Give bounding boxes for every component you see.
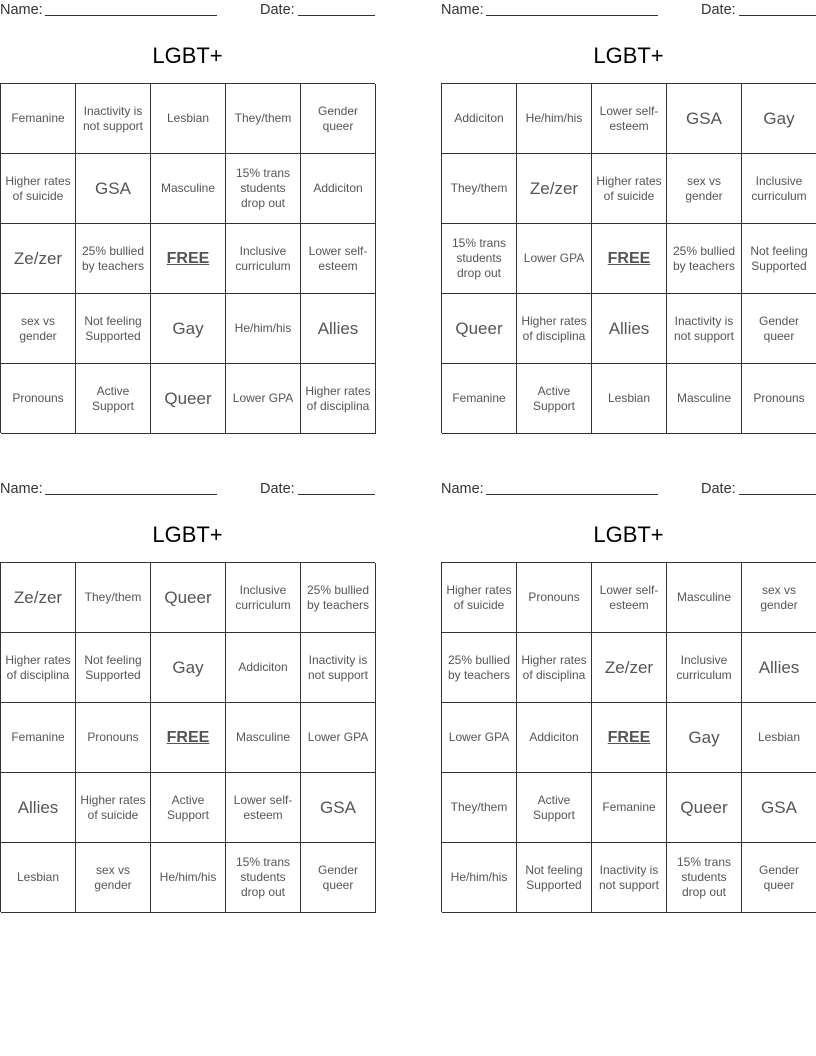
bingo-cell-label: Active Support (532, 383, 576, 413)
bingo-cell[interactable] (301, 224, 376, 294)
bingo-cell-label: FREE (607, 729, 651, 746)
bingo-cell[interactable] (517, 154, 592, 224)
name-label: Name: (441, 481, 484, 497)
bingo-cell-label: Queer (164, 587, 212, 607)
bingo-cell[interactable] (76, 224, 151, 294)
bingo-cell-label: Femanine (452, 391, 506, 405)
bingo-cell-label: Lower self-esteem (308, 243, 368, 273)
bingo-cell[interactable] (517, 703, 592, 773)
bingo-cell-label: Lesbian (16, 870, 60, 884)
bingo-cell[interactable] (226, 773, 301, 843)
bingo-cell-label: sex vs gender (760, 582, 798, 612)
bingo-cell-label: Lower self-esteem (599, 582, 659, 612)
bingo-cell[interactable] (301, 294, 376, 364)
bingo-cell[interactable] (151, 294, 226, 364)
bingo-cell-label: Inactivity is not support (673, 313, 735, 343)
bingo-grid (441, 83, 816, 433)
bingo-cell-label: 25% bullied by teachers (447, 652, 511, 682)
bingo-cell[interactable] (667, 84, 742, 154)
bingo-cell[interactable] (301, 364, 376, 434)
bingo-grid (0, 83, 375, 433)
bingo-cell[interactable] (76, 633, 151, 703)
bingo-cell-label: GSA (761, 797, 797, 817)
bingo-cell-label: They/them (450, 800, 508, 814)
bingo-cell-label: Higher rates of suicide (446, 582, 512, 612)
bingo-cell-label: Ze/zer (529, 178, 579, 198)
bingo-cell[interactable] (301, 703, 376, 773)
bingo-cell-label: Inclusive curriculum (235, 243, 291, 273)
bingo-cell-label: He/him/his (525, 111, 583, 125)
bingo-cell-label: Lower GPA (448, 730, 510, 744)
bingo-cell-label: Femanine (11, 111, 65, 125)
bingo-cell[interactable] (517, 84, 592, 154)
bingo-cell[interactable] (742, 563, 816, 633)
date-blank[interactable] (298, 15, 375, 16)
bingo-cell-label: Higher rates of suicide (5, 173, 71, 203)
bingo-cell-label: Allies (608, 318, 650, 338)
name-blank[interactable] (486, 15, 658, 16)
bingo-cell[interactable] (442, 773, 517, 843)
bingo-cell[interactable] (151, 154, 226, 224)
bingo-cell-label: Queer (680, 797, 728, 817)
bingo-cell-label: Not feeling Supported (525, 862, 583, 892)
bingo-cell-label: Inactivity is not support (307, 652, 369, 682)
bingo-cell[interactable] (151, 364, 226, 434)
bingo-cell[interactable] (742, 294, 816, 364)
bingo-cell[interactable] (76, 843, 151, 913)
bingo-cell-label: Lesbian (757, 730, 801, 744)
bingo-cell-label: Masculine (235, 730, 291, 744)
bingo-cell-label: Ze/zer (13, 587, 63, 607)
bingo-cell[interactable] (442, 703, 517, 773)
bingo-cell-label: Femanine (602, 800, 656, 814)
bingo-cell-label: Gay (763, 108, 795, 128)
bingo-cell[interactable] (592, 563, 667, 633)
bingo-cell[interactable] (592, 773, 667, 843)
bingo-cell-label: Lesbian (166, 111, 210, 125)
bingo-cell-label: Ze/zer (13, 248, 63, 268)
bingo-cell-label: Masculine (160, 181, 216, 195)
bingo-cell-label: Lesbian (607, 391, 651, 405)
bingo-cell-label: 25% bullied by teachers (306, 582, 370, 612)
bingo-cell[interactable] (301, 84, 376, 154)
bingo-cell[interactable] (517, 294, 592, 364)
bingo-cell[interactable] (226, 364, 301, 434)
bingo-cell[interactable] (742, 84, 816, 154)
bingo-cell[interactable] (301, 633, 376, 703)
bingo-cell[interactable] (151, 773, 226, 843)
bingo-cell-label: Inclusive curriculum (235, 582, 291, 612)
bingo-cell-label: Pronouns (87, 730, 139, 744)
bingo-cell-label: Higher rates of disciplina (5, 652, 71, 682)
bingo-cell[interactable] (742, 773, 816, 843)
bingo-cell-label: He/him/his (159, 870, 217, 884)
bingo-cell[interactable] (301, 563, 376, 633)
bingo-cell-label: GSA (95, 178, 131, 198)
bingo-cell-label: Not feeling Supported (750, 243, 808, 273)
bingo-cell[interactable] (151, 84, 226, 154)
bingo-cell[interactable] (1, 633, 76, 703)
bingo-cell-label: Inclusive curriculum (751, 173, 807, 203)
bingo-cell-label: 15% trans students drop out (235, 855, 291, 899)
bingo-cell-label: Gender queer (317, 862, 359, 892)
bingo-cell-label: Higher rates of suicide (80, 792, 146, 822)
bingo-cell[interactable] (592, 154, 667, 224)
bingo-cell[interactable] (742, 154, 816, 224)
bingo-cell-label: Addiciton (313, 181, 363, 195)
bingo-cell[interactable] (742, 224, 816, 294)
bingo-cell[interactable] (442, 224, 517, 294)
bingo-cell-label: Gender queer (317, 103, 359, 133)
bingo-cell[interactable] (667, 364, 742, 434)
bingo-cell-label: Gay (688, 727, 720, 747)
name-blank[interactable] (45, 15, 217, 16)
bingo-cell[interactable] (667, 843, 742, 913)
bingo-cell-label: 15% trans students drop out (451, 236, 507, 280)
card-header (0, 479, 375, 501)
bingo-cell[interactable] (667, 224, 742, 294)
free-space[interactable] (151, 224, 226, 294)
bingo-cell-label: FREE (166, 250, 210, 267)
bingo-cell-label: Pronouns (753, 391, 805, 405)
bingo-cell[interactable] (517, 843, 592, 913)
card-title: LGBT+ (593, 522, 664, 547)
bingo-cell[interactable] (226, 843, 301, 913)
bingo-cell[interactable] (301, 843, 376, 913)
name-label: Name: (0, 2, 43, 18)
date-label: Date: (260, 481, 295, 497)
name-label: Name: (0, 481, 43, 497)
bingo-cell[interactable] (442, 633, 517, 703)
bingo-cell-label: 25% bullied by teachers (672, 243, 736, 273)
bingo-cell[interactable] (517, 364, 592, 434)
bingo-cell-label: GSA (320, 797, 356, 817)
bingo-cell[interactable] (667, 154, 742, 224)
bingo-cell[interactable] (226, 224, 301, 294)
bingo-cell-label: sex vs gender (19, 313, 57, 343)
bingo-cell[interactable] (742, 843, 816, 913)
bingo-cell[interactable] (226, 154, 301, 224)
bingo-cell-label: sex vs gender (685, 173, 723, 203)
bingo-cell-label: Masculine (676, 590, 732, 604)
bingo-cell-label: He/him/his (234, 321, 292, 335)
bingo-cell[interactable] (76, 703, 151, 773)
bingo-cell-label: Ze/zer (604, 657, 654, 677)
bingo-cell-label: Lower GPA (307, 730, 369, 744)
bingo-cell[interactable] (592, 294, 667, 364)
bingo-cell[interactable] (592, 843, 667, 913)
free-space[interactable] (151, 703, 226, 773)
bingo-cell[interactable] (1, 364, 76, 434)
bingo-cell-label: Queer (164, 388, 212, 408)
bingo-cell-label: Allies (17, 797, 59, 817)
bingo-cell[interactable] (517, 773, 592, 843)
bingo-cell[interactable] (76, 84, 151, 154)
bingo-cell[interactable] (226, 84, 301, 154)
bingo-cell[interactable] (667, 773, 742, 843)
bingo-cell-label: sex vs gender (94, 862, 132, 892)
bingo-cell-label: Lower GPA (523, 251, 585, 265)
date-blank[interactable] (739, 15, 816, 16)
bingo-cell[interactable] (76, 294, 151, 364)
bingo-cell-label: They/them (450, 181, 508, 195)
bingo-cell[interactable] (301, 773, 376, 843)
bingo-cell-label: Inactivity is not support (82, 103, 144, 133)
bingo-cell-label: Gender queer (758, 862, 800, 892)
name-label: Name: (441, 2, 484, 18)
bingo-cell-label: Active Support (166, 792, 210, 822)
bingo-cell-label: Active Support (91, 383, 135, 413)
card-header (0, 0, 375, 22)
bingo-cell-label: Lower self-esteem (599, 103, 659, 133)
bingo-cell-label: Gay (172, 318, 204, 338)
bingo-cell[interactable] (742, 364, 816, 434)
bingo-cell-label: Allies (758, 657, 800, 677)
bingo-cell-label: They/them (234, 111, 292, 125)
bingo-cell[interactable] (1, 294, 76, 364)
bingo-cell[interactable] (151, 633, 226, 703)
bingo-cell-label: Lower GPA (232, 391, 294, 405)
bingo-cell-label: 15% trans students drop out (676, 855, 732, 899)
bingo-cell-label: 15% trans students drop out (235, 166, 291, 210)
bingo-cell-label: Higher rates of disciplina (521, 313, 587, 343)
bingo-cell[interactable] (76, 563, 151, 633)
bingo-cell[interactable] (667, 703, 742, 773)
date-blank[interactable] (298, 494, 375, 495)
bingo-cell-label: Allies (317, 318, 359, 338)
bingo-cell-label: Inactivity is not support (598, 862, 660, 892)
bingo-cell[interactable] (226, 294, 301, 364)
bingo-cell[interactable] (226, 703, 301, 773)
date-label: Date: (701, 481, 736, 497)
bingo-cell[interactable] (442, 843, 517, 913)
bingo-cell[interactable] (517, 224, 592, 294)
bingo-cell-label: Lower self-esteem (233, 792, 293, 822)
name-blank[interactable] (486, 494, 658, 495)
bingo-cell[interactable] (442, 154, 517, 224)
bingo-cell[interactable] (742, 703, 816, 773)
bingo-cell[interactable] (742, 633, 816, 703)
bingo-grid (0, 562, 375, 912)
bingo-cell[interactable] (1, 773, 76, 843)
bingo-cell[interactable] (442, 364, 517, 434)
bingo-cell-label: Active Support (532, 792, 576, 822)
bingo-cell[interactable] (517, 563, 592, 633)
bingo-cell-label: FREE (166, 729, 210, 746)
bingo-cell[interactable] (667, 633, 742, 703)
bingo-cell[interactable] (151, 563, 226, 633)
bingo-cell[interactable] (1, 84, 76, 154)
bingo-cell-label: Gay (172, 657, 204, 677)
card-header (441, 479, 816, 501)
bingo-cell-label: Gender queer (758, 313, 800, 343)
bingo-cell[interactable] (517, 633, 592, 703)
bingo-cell[interactable] (226, 633, 301, 703)
bingo-cell-label: FREE (607, 250, 651, 267)
bingo-cell-label: 25% bullied by teachers (81, 243, 145, 273)
bingo-cell[interactable] (301, 154, 376, 224)
bingo-grid (441, 562, 816, 912)
bingo-cell[interactable] (151, 843, 226, 913)
bingo-cell-label: Addiciton (529, 730, 579, 744)
bingo-cell-label: He/him/his (450, 870, 508, 884)
bingo-cell[interactable] (1, 563, 76, 633)
bingo-cell-label: Higher rates of disciplina (521, 652, 587, 682)
bingo-cell-label: Higher rates of disciplina (305, 383, 371, 413)
bingo-cell[interactable] (1, 224, 76, 294)
bingo-cell[interactable] (76, 154, 151, 224)
free-space[interactable] (592, 703, 667, 773)
bingo-cell[interactable] (1, 154, 76, 224)
card-title: LGBT+ (152, 43, 223, 68)
bingo-cell[interactable] (667, 563, 742, 633)
card-title: LGBT+ (593, 43, 664, 68)
date-label: Date: (701, 2, 736, 18)
bingo-cell-label: GSA (686, 108, 722, 128)
bingo-cell[interactable] (226, 563, 301, 633)
bingo-cell[interactable] (76, 773, 151, 843)
bingo-cell[interactable] (442, 563, 517, 633)
bingo-cell-label: Masculine (676, 391, 732, 405)
bingo-cell-label: Not feeling Supported (84, 313, 142, 343)
bingo-cell-label: Pronouns (528, 590, 580, 604)
bingo-cell[interactable] (76, 364, 151, 434)
bingo-cell[interactable] (1, 703, 76, 773)
bingo-cell-label: Higher rates of suicide (596, 173, 662, 203)
card-header (441, 0, 816, 22)
name-blank[interactable] (45, 494, 217, 495)
free-space[interactable] (592, 224, 667, 294)
bingo-cell[interactable] (1, 843, 76, 913)
bingo-cell[interactable] (442, 294, 517, 364)
bingo-cell-label: Addiciton (454, 111, 504, 125)
card-title: LGBT+ (152, 522, 223, 547)
date-blank[interactable] (739, 494, 816, 495)
bingo-cell[interactable] (592, 84, 667, 154)
bingo-cell-label: Addiciton (238, 660, 288, 674)
bingo-cell-label: Queer (455, 318, 503, 338)
bingo-cell-label: Femanine (11, 730, 65, 744)
bingo-cell-label: Inclusive curriculum (676, 652, 732, 682)
bingo-cell-label: They/them (84, 590, 142, 604)
bingo-cell[interactable] (592, 633, 667, 703)
date-label: Date: (260, 2, 295, 18)
bingo-cell-label: Not feeling Supported (84, 652, 142, 682)
bingo-cell[interactable] (592, 364, 667, 434)
bingo-cell[interactable] (442, 84, 517, 154)
bingo-cell[interactable] (667, 294, 742, 364)
bingo-cell-label: Pronouns (12, 391, 64, 405)
